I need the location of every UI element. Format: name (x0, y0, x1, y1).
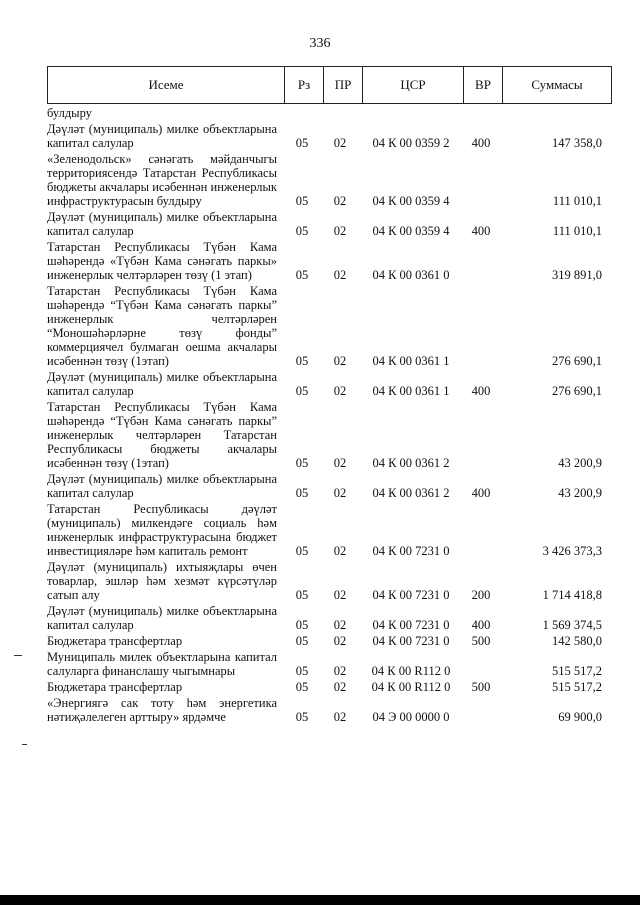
row-sum: 147 358,0 (552, 136, 602, 150)
table-row (47, 696, 612, 726)
header-sum: Суммасы (502, 67, 611, 103)
row-sum: 319 891,0 (552, 268, 602, 282)
row-vr: 500 (471, 680, 491, 694)
table-row (47, 634, 612, 650)
table-row (47, 502, 612, 560)
row-name: «Зеленодольск» сәнәгать мәйданчыгы территориясендә Татарстан Республикасы бюджеты акчалары исәбеннән инженерлык инфраструктурасын булдыру (47, 152, 277, 208)
row-pr: 02 (333, 618, 347, 632)
row-name: Дәүләт (муниципаль) милке объектларына капитал салулар (47, 370, 277, 398)
row-csr: 04 К 00 7231 0 (372, 618, 450, 632)
row-sum: 43 200,9 (558, 456, 602, 470)
row-csr: 04 К 00 R112 0 (371, 680, 451, 694)
row-pr: 02 (333, 224, 347, 238)
row-pr: 02 (333, 680, 347, 694)
row-vr: 400 (471, 136, 491, 150)
row-sum: 142 580,0 (552, 634, 602, 648)
row-sum: 1 569 374,5 (542, 618, 602, 632)
table-row (47, 106, 612, 122)
row-name: Бюджетара трансфертлар (47, 680, 183, 694)
row-csr: 04 К 00 0361 1 (372, 354, 450, 368)
row-sum: 515 517,2 (552, 680, 602, 694)
row-pr: 02 (333, 268, 347, 282)
row-sum: 1 714 418,8 (542, 588, 602, 602)
row-name: Татарстан Республикасы Түбән Кама шәһәрендә «Түбән Кама сәнәгать паркы» инженерлык челтәрләрен төзү (1 этап) (47, 240, 277, 282)
row-name: Татарстан Республикасы Түбән Кама шәһәрендә “Түбән Кама сәнәгать паркы” инженерлык челтәрләрен “Моношәһәрләрне төзү фонды” коммерциячел булмаган оешма акчалары исәбеннән төзү (1этап) (47, 284, 277, 368)
table-row (47, 400, 612, 472)
row-csr: 04 К 00 0359 4 (372, 224, 450, 238)
row-pr: 02 (333, 194, 347, 208)
row-name: Дәүләт (муниципаль) ихтыяҗлары өчен товарлар, эшләр һәм хезмәт күрсәтүләр сатып алу (47, 560, 277, 602)
row-name: Муниципаль милек объектларына капитал салуларга финанслашу чыгымнары (47, 650, 277, 678)
row-name: Бюджетара трансфертлар (47, 634, 183, 648)
scan-edge-bar (0, 895, 640, 905)
row-name: «Энергиягә сак тоту һәм энергетика нәтиҗәлелеген арттыру» ярдәмче (47, 696, 277, 724)
row-rz: 05 (295, 384, 309, 398)
table-row (47, 284, 612, 370)
row-name: булдыру (47, 106, 92, 120)
row-vr: 200 (471, 588, 491, 602)
row-rz: 05 (295, 136, 309, 150)
row-pr: 02 (333, 384, 347, 398)
row-csr: 04 К 00 7231 0 (372, 634, 450, 648)
table-row (47, 680, 612, 696)
header-vr: ВР (463, 67, 502, 103)
row-sum: 515 517,2 (552, 664, 602, 678)
row-rz: 05 (295, 268, 309, 282)
header-pr: ПР (323, 67, 362, 103)
page-number: 336 (309, 36, 331, 51)
row-rz: 05 (295, 456, 309, 470)
row-vr: 400 (471, 486, 491, 500)
row-csr: 04 К 00 0361 2 (372, 486, 450, 500)
row-vr: 400 (471, 384, 491, 398)
row-csr: 04 К 00 0359 4 (372, 194, 450, 208)
row-name: Дәүләт (муниципаль) милке объектларына капитал салулар (47, 210, 277, 238)
row-rz: 05 (295, 544, 309, 558)
row-rz: 05 (295, 486, 309, 500)
table-header (47, 66, 612, 104)
row-pr: 02 (333, 664, 347, 678)
row-name: Дәүләт (муниципаль) милке объектларына капитал салулар (47, 604, 277, 632)
row-csr: 04 К 00 0359 2 (372, 136, 450, 150)
row-csr: 04 К 00 0361 1 (372, 384, 450, 398)
row-csr: 04 К 00 7231 0 (372, 544, 450, 558)
row-sum: 276 690,1 (552, 354, 602, 368)
table-body (47, 106, 612, 726)
row-sum: 43 200,9 (558, 486, 602, 500)
table-row (47, 604, 612, 634)
row-csr: 04 К 00 0361 0 (372, 268, 450, 282)
header-csr: ЦСР (362, 67, 463, 103)
table-row (47, 152, 612, 210)
table-row (47, 560, 612, 604)
header-rz: Рз (284, 67, 323, 103)
row-sum: 111 010,1 (552, 194, 602, 208)
row-rz: 05 (295, 634, 309, 648)
row-name: Татарстан Республикасы Түбән Кама шәһәрендә “Түбән Кама сәнәгать паркы” инженерлык челтәрләрен Татарстан Республикасы бюджеты акчалары исәбеннән төзү (1этап) (47, 400, 277, 470)
row-csr: 04 К 00 0361 2 (372, 456, 450, 470)
row-pr: 02 (333, 710, 347, 724)
header-name: Исеме (148, 77, 184, 92)
table-row (47, 210, 612, 240)
row-pr: 02 (333, 354, 347, 368)
row-pr: 02 (333, 634, 347, 648)
table-row (47, 240, 612, 284)
row-name: Татарстан Республикасы дәүләт (муниципаль) милкендәге социаль һәм инженерлык инфраструктурасына бюджет инвестицияләре һәм капиталь ремонт (47, 502, 277, 558)
row-rz: 05 (295, 588, 309, 602)
row-pr: 02 (333, 456, 347, 470)
row-sum: 69 900,0 (558, 710, 602, 724)
margin-mark (14, 655, 22, 656)
table-row (47, 370, 612, 400)
margin-mark (22, 744, 27, 745)
row-pr: 02 (333, 136, 347, 150)
row-rz: 05 (295, 354, 309, 368)
row-rz: 05 (295, 680, 309, 694)
row-csr: 04 К 00 7231 0 (372, 588, 450, 602)
row-rz: 05 (295, 194, 309, 208)
row-pr: 02 (333, 544, 347, 558)
row-name: Дәүләт (муниципаль) милке объектларына капитал салулар (47, 122, 277, 150)
table-row (47, 650, 612, 680)
row-rz: 05 (295, 224, 309, 238)
row-sum: 3 426 373,3 (542, 544, 602, 558)
row-csr: 04 Э 00 0000 0 (372, 710, 450, 724)
row-rz: 05 (295, 618, 309, 632)
row-vr: 400 (471, 224, 491, 238)
row-sum: 276 690,1 (552, 384, 602, 398)
row-rz: 05 (295, 664, 309, 678)
row-vr: 500 (471, 634, 491, 648)
row-csr: 04 К 00 R112 0 (371, 664, 451, 678)
row-pr: 02 (333, 588, 347, 602)
row-sum: 111 010,1 (552, 224, 602, 238)
row-vr: 400 (471, 618, 491, 632)
row-name: Дәүләт (муниципаль) милке объектларына капитал салулар (47, 472, 277, 500)
row-pr: 02 (333, 486, 347, 500)
table-row (47, 472, 612, 502)
table-row (47, 122, 612, 152)
row-rz: 05 (295, 710, 309, 724)
